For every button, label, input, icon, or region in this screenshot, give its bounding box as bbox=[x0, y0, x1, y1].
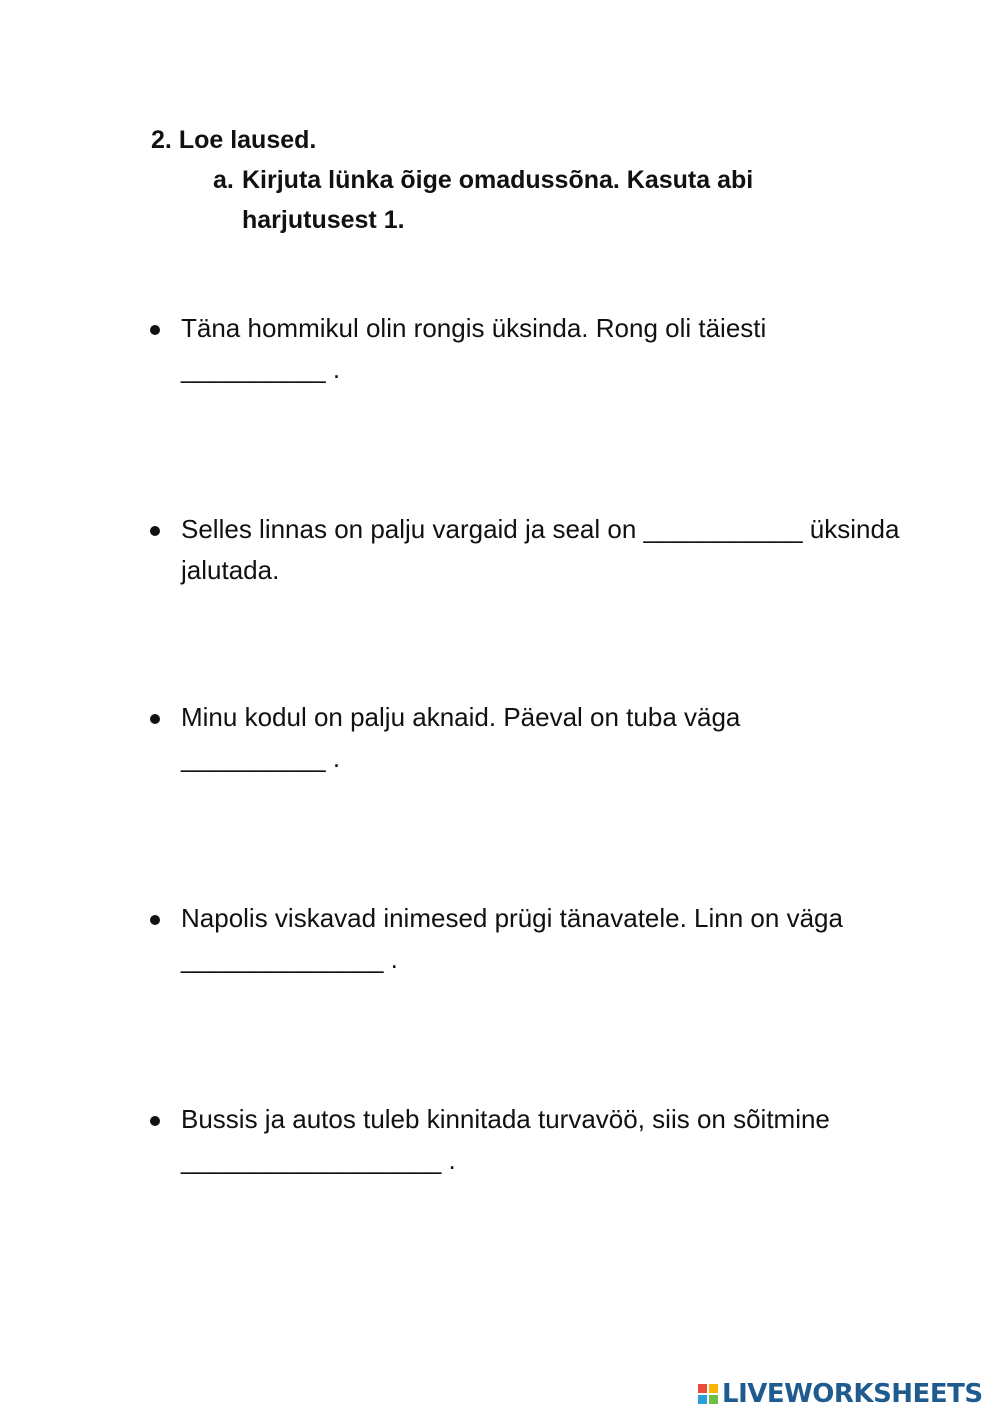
sentence-item-5 bbox=[150, 1099, 910, 1181]
logo-tile bbox=[709, 1384, 718, 1393]
sentence-blank[interactable]: __________________ . bbox=[181, 1145, 456, 1175]
bullet-icon bbox=[150, 915, 160, 925]
liveworksheets-logo bbox=[698, 1378, 983, 1410]
sentence-item-3 bbox=[150, 697, 910, 779]
task-heading bbox=[151, 120, 316, 160]
bullet-icon bbox=[150, 714, 160, 724]
sentence-blank[interactable]: __________ . bbox=[181, 354, 341, 384]
task-sub-instruction bbox=[213, 160, 842, 240]
sentence-text: Napolis viskavad inimesed prügi tänavatele. Linn on väga bbox=[181, 903, 843, 933]
logo-text: LIVEWORKSHEETS bbox=[722, 1379, 983, 1409]
task-number: 2. bbox=[151, 126, 172, 154]
sub-instruction-text: Kirjuta lünka õige omadussõna. Kasuta abi harjutusest 1. bbox=[242, 166, 754, 234]
sentence-item-4 bbox=[150, 898, 910, 980]
sentence-blank[interactable]: ______________ . bbox=[181, 944, 398, 974]
logo-tile bbox=[698, 1395, 707, 1404]
sentence-text: Bussis ja autos tuleb kinnitada turvavöö, siis on sõitmine bbox=[181, 1104, 830, 1134]
sentence-item-2 bbox=[150, 509, 910, 591]
sentence-item-1 bbox=[150, 308, 910, 390]
logo-tile bbox=[698, 1384, 707, 1393]
sentence-text: Täna hommikul olin rongis üksinda. Rong oli täiesti bbox=[181, 313, 767, 343]
sentence-blank[interactable]: __________ . bbox=[181, 743, 341, 773]
sentence-text[interactable]: Selles linnas on palju vargaid ja seal on ___________ üksinda jalutada. bbox=[181, 514, 900, 585]
bullet-icon bbox=[150, 526, 160, 536]
logo-grid-icon bbox=[698, 1384, 718, 1404]
sentence-text: Minu kodul on palju aknaid. Päeval on tuba väga bbox=[181, 702, 741, 732]
task-title: Loe laused. bbox=[178, 126, 317, 154]
bullet-icon bbox=[150, 1116, 160, 1126]
sub-instruction-letter: a. bbox=[213, 166, 234, 194]
logo-tile bbox=[709, 1395, 718, 1404]
bullet-icon bbox=[150, 325, 160, 335]
